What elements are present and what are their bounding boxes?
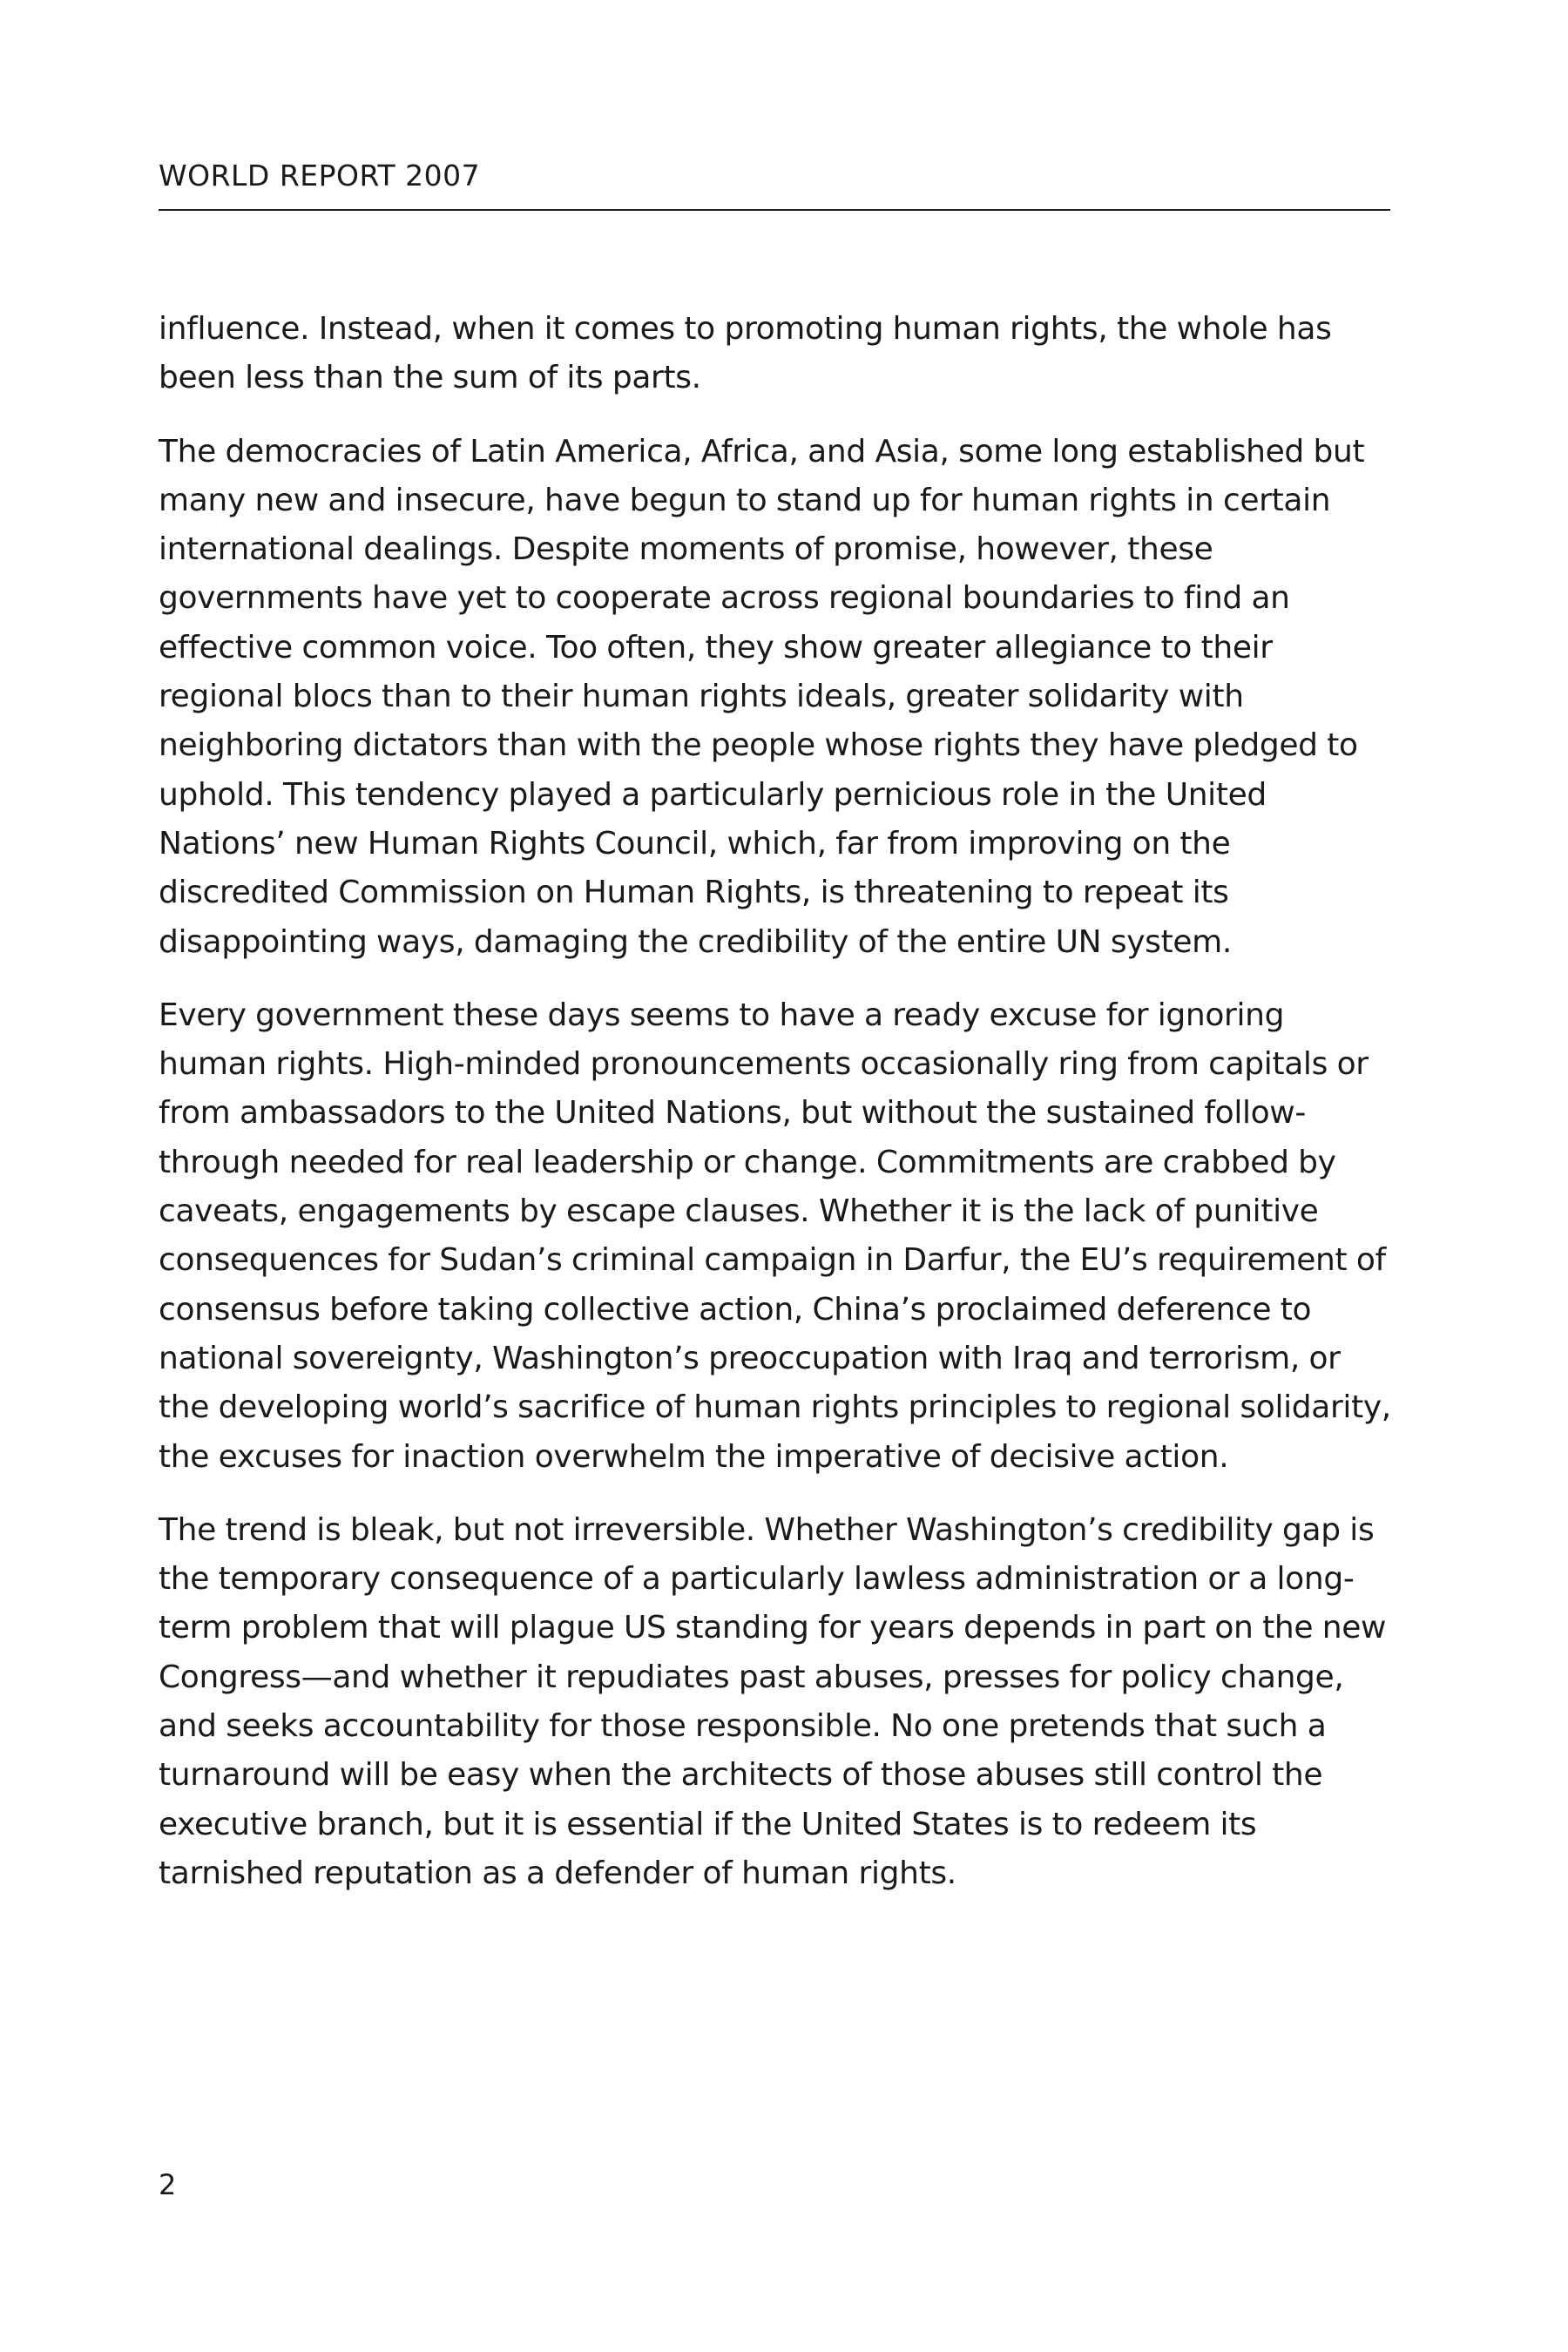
body-text [159, 305, 1394, 1923]
paragraph-democracies: The democracies of Latin America, Africa, and Asia, some long established but many new and insecure, have begun to stand up for human rights in certain international dealings. Despite moments of promise, however, these governments have yet to cooperate across regional boundaries to find an effective common voice. Too often, they show greater allegiance to their regional blocs than to their human rights ideals, greater solidarity with neighboring dictators than with the people whose rights they have pledged to uphold. This tendency played a particularly pernicious role in the United Nations’ new Human Rights Council, which, far from improving on the discredited Commission on Human Rights, is threatening to repeat its disappointing ways, damaging the credibility of the entire UN system. [159, 433, 1365, 960]
paragraph-continuation: influence. Instead, when it comes to promoting human rights, the whole has been less than the sum of its parts. [159, 311, 1332, 396]
header-divider [159, 209, 1390, 211]
paragraph-excuses: Every government these days seems to have a ready excuse for ignoring human rights. High-minded pronouncements occasionally ring from capitals or from ambassadors to the United Nations, but without the sustained follow-through needed for real leadership or change. Commitments are crabbed by caveats, engagements by escape clauses. Whether it is the lack of punitive consequences for Sudan’s criminal campaign in Darfur, the EU’s requirement of consensus before taking collective action, China’s proclaimed deference to national sovereignty, Washington’s preoccupation with Iraq and terrorism, or the developing world’s sacrifice of human rights principles to regional solidarity, the excuses for inaction overwhelm the imperative of decisive action. [159, 997, 1391, 1475]
page-number: 2 [159, 2168, 177, 2201]
paragraph-trend: The trend is bleak, but not irreversible. Whether Washington’s credibility gap is the temporary consequence of a particularly lawless administration or a long-term problem that will plague US standing for years depends in part on the new Congress—and whether it repudiates past abuses, presses for policy change, and seeks accountability for those responsible. No one pretends that such a turnaround will be easy when the architects of those abuses still control the executive branch, but it is essential if the United States is to redeem its tarnished reputation as a defender of human rights. [159, 1511, 1387, 1891]
running-header-title: WORLD REPORT 2007 [159, 159, 481, 193]
